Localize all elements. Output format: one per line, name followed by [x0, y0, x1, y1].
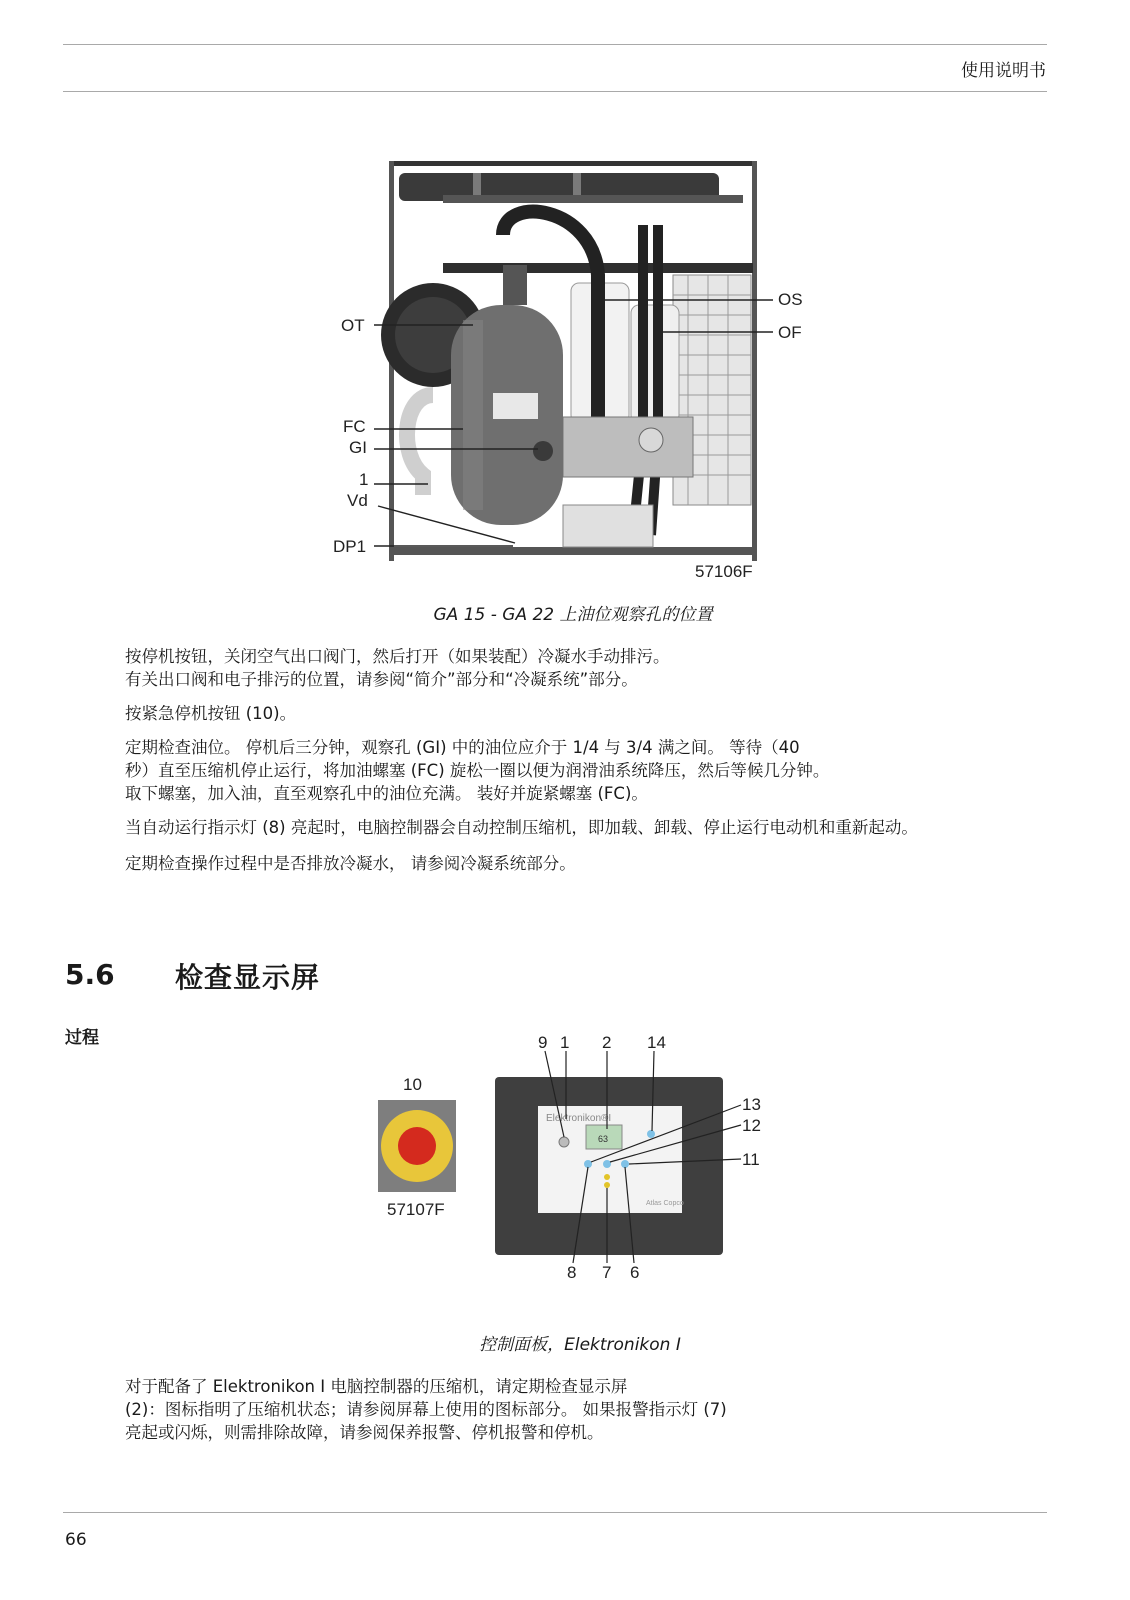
figure1-caption: GA 15 - GA 22 上油位观察孔的位置 [433, 605, 713, 625]
label-7: 7 [602, 1263, 612, 1282]
label-ot: OT [341, 316, 365, 335]
paragraph-2: 按紧急停机按钮 (10)。 [125, 704, 297, 723]
section-title: 检查显示屏 [175, 961, 321, 994]
label-12: 12 [742, 1116, 761, 1135]
figure2-code: 57107F [387, 1200, 445, 1219]
label-fc: FC [343, 417, 366, 436]
label-11: 11 [742, 1150, 760, 1169]
label-14: 14 [647, 1033, 666, 1052]
label-1-panel: 1 [560, 1033, 570, 1052]
label-dp1: DP1 [333, 537, 367, 556]
subheading: 过程 [65, 1028, 99, 1048]
compressor-figure [333, 155, 813, 595]
label-vd: Vd [347, 491, 368, 510]
control-panel-figure [370, 1033, 790, 1325]
paragraph-3: 定期检查油位。 停机后三分钟，观察孔 (GI) 中的油位应介于 1/4 与 3/4 满之间。 等待（40 秒）直至压缩机停止运行，将加油螺塞 (FC) 旋松一圈以便为润滑油系统降压，然后等候几分钟。 取下螺塞，加入油，直至观察孔中的油位充满。 装好并旋紧螺塞 (FC)。 [125, 738, 830, 803]
label-os: OS [778, 290, 803, 309]
figure2-caption: 控制面板，Elektronikon I [479, 1335, 681, 1355]
label-8: 8 [567, 1263, 577, 1282]
display-value: 63 [598, 1134, 609, 1144]
document-title: 使用说明书 [961, 61, 1046, 81]
emergency-stop-icon [378, 1100, 456, 1192]
label-10: 10 [403, 1075, 422, 1094]
label-13: 13 [742, 1095, 761, 1114]
header-top-rule [63, 44, 1047, 45]
paragraph-final: 对于配备了 Elektronikon I 电脑控制器的压缩机，请定期检查显示屏 (2)：图标指明了压缩机状态；请参阅屏幕上使用的图标部分。 如果报警指示灯 (7) 亮起或闪烁，则需排除故障，请参阅保养报警、停机报警和停机。 [125, 1377, 727, 1442]
figure1-code: 57106F [695, 562, 753, 581]
label-2: 2 [602, 1033, 612, 1052]
atlas-copco-logo: Atlas Copco [646, 1200, 684, 1207]
label-9: 9 [538, 1033, 548, 1052]
paragraph-5: 定期检查操作过程中是否排放冷凝水， 请参阅冷凝系统部分。 [125, 854, 576, 873]
paragraph-4: 当自动运行指示灯 (8) 亮起时，电脑控制器会自动控制压缩机，即加载、卸载、停止运行电动机和重新起动。 [125, 818, 918, 837]
label-of: OF [778, 323, 802, 342]
section-number: 5.6 [65, 958, 115, 991]
label-gi: GI [349, 438, 367, 457]
header-bottom-rule [63, 91, 1047, 92]
page-number: 66 [65, 1530, 87, 1550]
paragraph-1: 按停机按钮，关闭空气出口阀门，然后打开（如果装配）冷凝水手动排污。 有关出口阀和电子排污的位置，请参阅“简介”部分和“冷凝系统”部分。 [125, 647, 670, 689]
label-1: 1 [359, 470, 369, 489]
label-6: 6 [630, 1263, 640, 1282]
panel-brand: Elektronikon®I [546, 1113, 612, 1124]
footer-rule [63, 1512, 1047, 1513]
